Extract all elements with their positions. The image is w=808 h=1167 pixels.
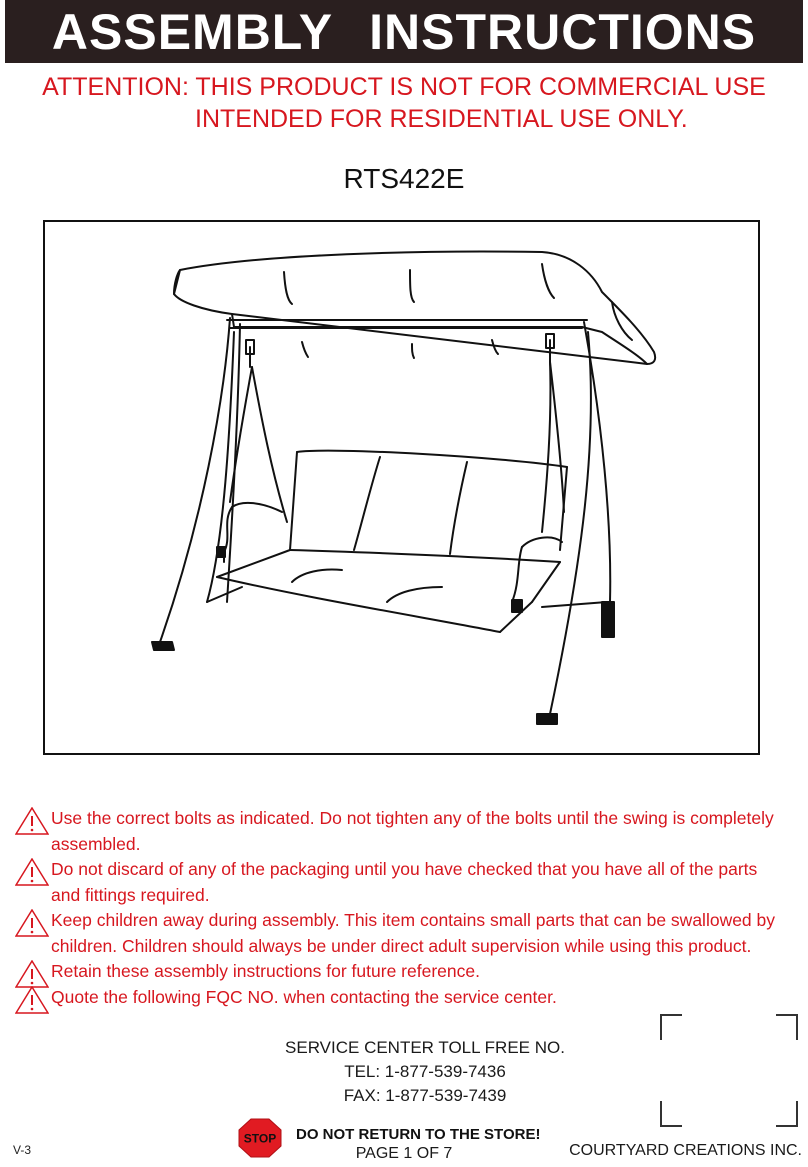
do-not-return-notice: DO NOT RETURN TO THE STORE! — [296, 1126, 541, 1143]
warning-item — [15, 959, 785, 985]
attention-line-2: INTENDED FOR RESIDENTIAL USE ONLY. — [195, 105, 688, 133]
stop-sign-label: STOP — [243, 1131, 277, 1146]
fqc-box-corner-bottom-right — [776, 1101, 798, 1127]
warning-item — [15, 857, 785, 908]
warning-triangle-icon — [15, 909, 49, 937]
warning-item — [15, 806, 785, 857]
warning-item — [15, 985, 785, 1011]
warning-text: Do not discard of any of the packaging until you have checked that you have all of the parts and fittings required. — [51, 859, 758, 905]
model-number: RTS422E — [343, 163, 465, 194]
warnings-list — [15, 806, 785, 1010]
page-title: ASSEMBLY INSTRUCTIONS — [51, 3, 757, 60]
warning-item — [15, 908, 785, 959]
version-label: V-3 — [13, 1143, 32, 1157]
warning-text: Use the correct bolts as indicated. Do not tighten any of the bolts until the swing is completely assembled. — [51, 808, 774, 854]
fqc-box-corner-top-left — [660, 1014, 682, 1040]
warning-text: Keep children away during assembly. This item contains small parts that can be swallowed by children. Children should always be under direct adult supervision while using this product. — [51, 910, 776, 956]
page-number: PAGE 1 OF 7 — [355, 1145, 453, 1162]
service-tel: TEL: 1-877-539-7436 — [344, 1062, 506, 1081]
company-name: COURTYARD CREATIONS INC. — [569, 1142, 802, 1159]
product-figure — [43, 220, 760, 755]
fqc-box-corner-top-right — [776, 1014, 798, 1040]
attention-line-1: ATTENTION: THIS PRODUCT IS NOT FOR COMMERCIAL USE — [42, 73, 766, 101]
title-banner — [5, 0, 803, 63]
fqc-box-corner-bottom-left — [660, 1101, 682, 1127]
warning-text: Quote the following FQC NO. when contacting the service center. — [51, 986, 557, 1007]
warning-triangle-icon — [15, 807, 49, 835]
service-center-title: SERVICE CENTER TOLL FREE NO. — [285, 1038, 565, 1057]
service-fax: FAX: 1-877-539-7439 — [343, 1086, 507, 1105]
warning-triangle-icon — [15, 858, 49, 886]
warning-triangle-icon — [15, 986, 49, 1014]
porch-swing-illustration — [45, 222, 757, 752]
warning-text: Retain these assembly instructions for future reference. — [51, 961, 480, 981]
